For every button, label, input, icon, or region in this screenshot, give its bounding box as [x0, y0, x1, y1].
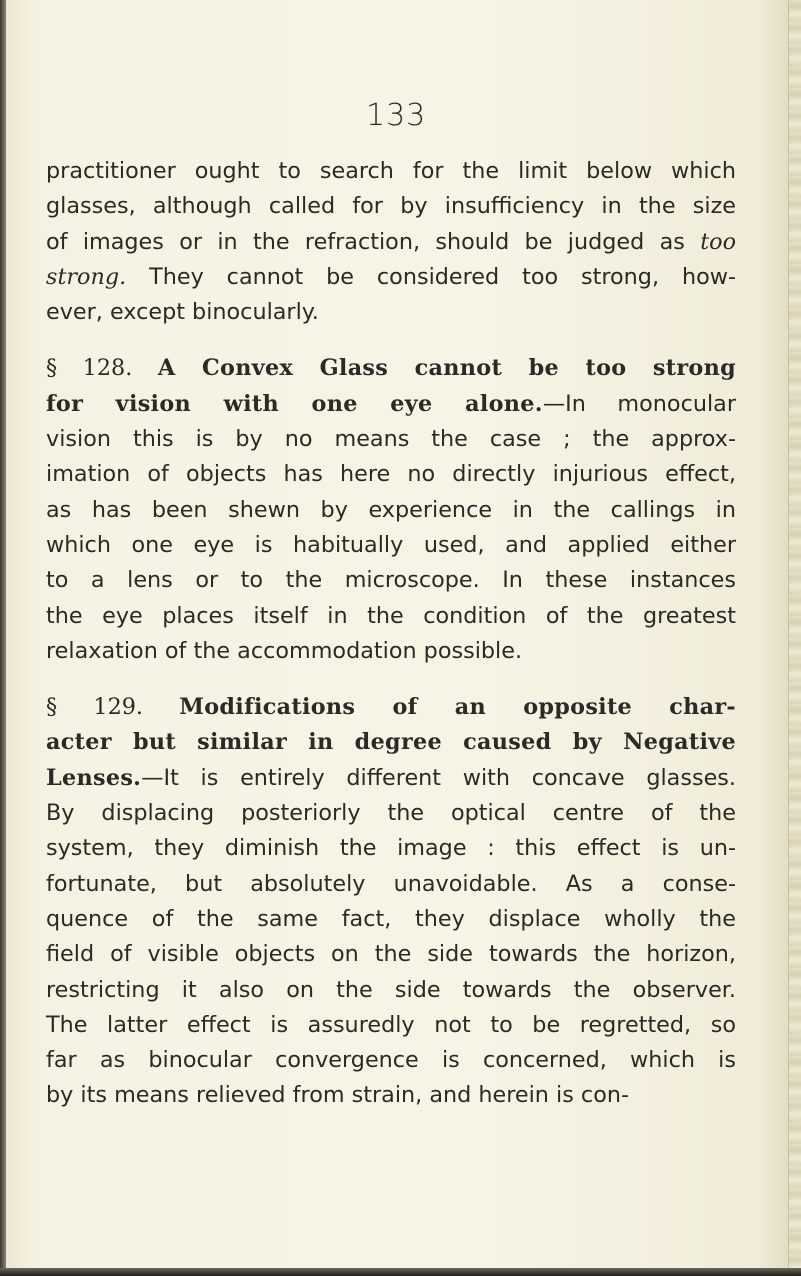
page-fore-edge	[788, 0, 801, 1276]
page-bottom-edge	[0, 1268, 801, 1276]
section-heading-line	[46, 761, 736, 796]
section-heading: acter but similar in degree caused by Negative	[46, 729, 736, 756]
text-line: restricting it also on the side towards the observer.	[46, 976, 736, 1003]
section-heading-line	[46, 690, 736, 725]
text-line: which one eye is habitually used, and applied either	[46, 531, 736, 558]
text-line: The latter effect is assuredly not to be regretted, so	[46, 1011, 736, 1038]
paragraph-129	[46, 690, 736, 1114]
section-heading: for vision with one eye alone.	[46, 390, 543, 417]
text-line: system, they diminish the image : this effect is un-	[46, 835, 736, 862]
page-number: 133	[366, 98, 427, 133]
italic-text: strong.	[46, 263, 127, 290]
text-line: quence of the same fact, they displace wholly the	[46, 905, 736, 932]
text-line: relaxation of the accommodation possible.	[46, 637, 523, 664]
section-heading-line	[46, 351, 736, 386]
section-heading: A Convex Glass cannot be too strong	[157, 355, 736, 382]
section-number: § 128.	[46, 355, 133, 382]
text-line: as has been shewn by experience in the callings in	[46, 496, 736, 523]
section-heading-line	[46, 725, 736, 760]
section-heading: Modifications of an opposite char-	[179, 694, 736, 721]
text-line: the eye places itself in the condition of the greatest	[46, 602, 736, 629]
text-fragment: of images or in the refraction, should be judged as	[46, 228, 685, 255]
text-line: fortunate, but absolutely unavoidable. As a conse-	[46, 870, 736, 897]
text-fragment: —In monocular	[542, 390, 736, 417]
section-number: § 129.	[46, 694, 144, 721]
text-fragment: They cannot be considered too strong, how-	[149, 263, 736, 290]
paragraph-1	[46, 154, 736, 330]
text-line	[46, 260, 736, 295]
text-line: vision this is by no means the case ; the approx-	[46, 426, 736, 453]
text-line: By displacing posteriorly the optical centre of the	[46, 800, 736, 827]
text-line: by its means relieved from strain, and herein is con-	[46, 1082, 630, 1109]
book-page	[6, 0, 790, 1270]
text-fragment: —It is entirely different with concave glasses.	[141, 764, 736, 791]
text-line	[46, 225, 736, 260]
text-line: imation of objects has here no directly injurious effect,	[46, 461, 736, 488]
italic-text: too	[700, 228, 736, 255]
page-body-text	[46, 154, 736, 1114]
text-line: to a lens or to the microscope. In these instances	[46, 567, 736, 594]
text-line: far as binocular convergence is concerned, which is	[46, 1047, 736, 1074]
text-line: field of visible objects on the side towards the horizon,	[46, 941, 736, 968]
text-line: practitioner ought to search for the limit below which	[46, 158, 736, 184]
section-heading: Lenses.	[46, 764, 142, 791]
text-line: ever, except binocularly.	[46, 299, 319, 326]
section-heading-line	[46, 387, 736, 422]
text-line: glasses, although called for by insufficiency in the size	[46, 193, 736, 220]
paragraph-128	[46, 351, 736, 669]
